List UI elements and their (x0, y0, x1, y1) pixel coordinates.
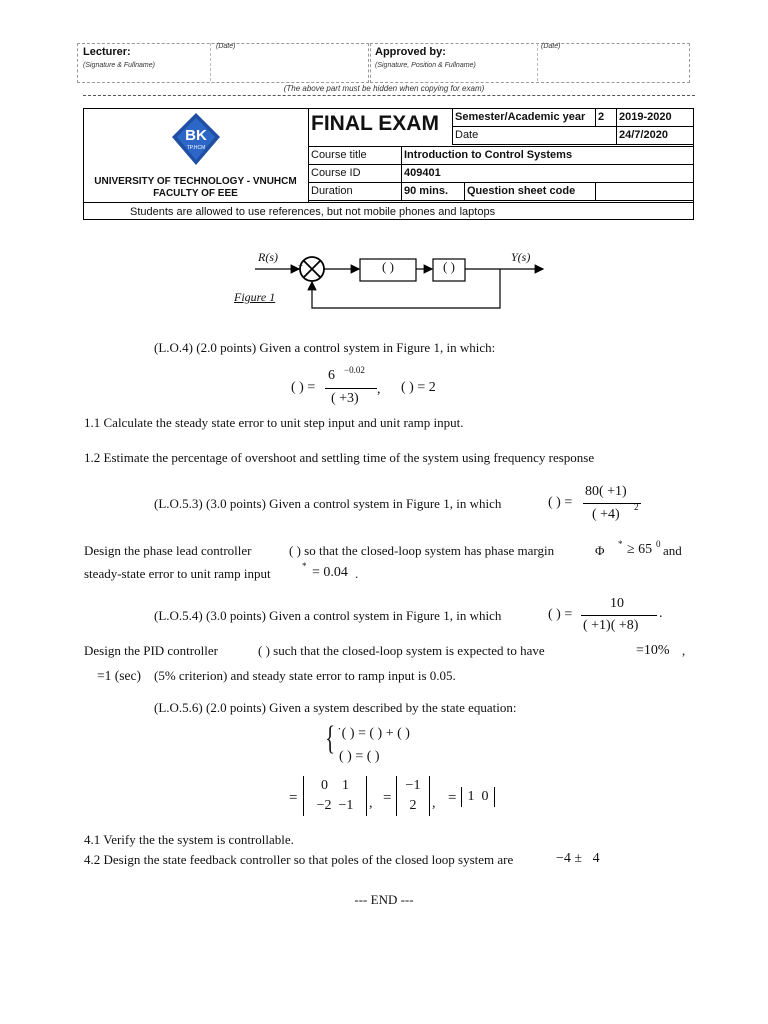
q2-ge: ≥ 65 (627, 542, 653, 557)
lecturer-date: (Date) (216, 43, 236, 50)
q4-system-brace: { (325, 720, 336, 757)
semester-label: Semester/Academic year (453, 109, 596, 127)
q1-eq1-comma: , (377, 382, 381, 397)
q3-line1b: ( ) such that the closed-loop system is expected to have (258, 643, 545, 658)
exam-info-table (452, 108, 694, 145)
cut-line (83, 95, 695, 96)
lecturer-label: Lecturer: (83, 46, 131, 58)
q4-a-row1: 0 1 (321, 778, 349, 793)
lecturer-signature-hint: (Signature & Fullname) (83, 62, 155, 69)
q3-eq-dot: . (659, 606, 663, 621)
q2-eq-num: 80( +1) (585, 484, 627, 499)
q1-eq1-lhs: ( ) = (291, 380, 316, 395)
q2-eq-den: ( +4) (592, 507, 620, 522)
q4-comma1: , (369, 796, 373, 811)
header-notice-divider (83, 202, 694, 203)
q3-line1c: =10% (636, 643, 670, 658)
q1-eq1-fraction-bar (325, 388, 377, 389)
university-logo (170, 112, 222, 166)
q2-deg: 0 (656, 539, 661, 549)
q4-a-eq: = (289, 790, 298, 806)
approved-signature-hint: (Signature, Position & Fullname) (375, 62, 476, 69)
q3-eq-lhs: ( ) = (548, 607, 573, 622)
q2-dot: . (355, 566, 359, 581)
q4-sub1: 4.1 Verify the the system is controllable. (84, 832, 294, 847)
exam-notice: Students are allowed to use references, but not mobile phones and laptops (130, 206, 496, 218)
duration-value: 90 mins. (402, 183, 465, 201)
q3-line2a: =1 (sec) (97, 668, 141, 683)
course-id-label: Course ID (309, 165, 402, 183)
controller-block-label: ( ) (382, 259, 394, 274)
q2-line1c: and (663, 543, 682, 558)
plus-sign: + (298, 261, 304, 271)
course-title-value: Introduction to Control Systems (402, 147, 694, 165)
logo-text: BK (185, 127, 207, 144)
hidden-note: (The above part must be hidden when copying for exam) (283, 84, 485, 93)
plant-block-label: ( ) (443, 259, 455, 274)
duration-label: Duration (309, 183, 402, 201)
q1-eq1-den: ( +3) (331, 391, 359, 406)
q4-b-row2: 2 (409, 798, 417, 813)
q3-line2b: (5% criterion) and steady state error to ramp input is 0.05. (154, 668, 456, 683)
q4-state-eq: ˙( ) = ( ) + ( ) (337, 726, 410, 741)
course-title-label: Course title (309, 147, 402, 165)
q4-b-eq: = (383, 790, 392, 806)
q4-intro: (L.O.5.6) (2.0 points) Given a system described by the state equation: (154, 700, 517, 715)
output-label: Y(s) (511, 250, 531, 264)
university-name: UNIVERSITY OF TECHNOLOGY - VNUHCM (94, 176, 297, 187)
q1-eq2: ( ) = 2 (401, 380, 436, 395)
q4-output-eq: ( ) = ( ) (339, 749, 380, 764)
question-code-value (596, 183, 694, 201)
q3-eq-num: 10 (610, 596, 624, 611)
q3-line1d: , (682, 643, 686, 658)
question-code-label: Question sheet code (465, 183, 596, 201)
q4-matrix-a (303, 776, 367, 816)
exam-title: FINAL EXAM (311, 112, 439, 135)
q3-line1a: Design the PID controller (84, 643, 218, 658)
course-info-table (308, 146, 694, 201)
year-value: 2019-2020 (617, 109, 694, 127)
lecturer-divider (210, 43, 211, 81)
q3-eq-den: ( +1)( +8) (583, 618, 639, 633)
approved-date: (Date) (541, 43, 561, 50)
q1-eq1-exp: −0.02 (344, 365, 365, 375)
q2-line1b: ( ) so that the closed-loop system has phase margin (289, 543, 555, 558)
q4-a-row2: −2 −1 (316, 798, 354, 813)
q2-line1a: Design the phase lead controller (84, 543, 252, 558)
figure-caption: Figure 1 (234, 290, 276, 304)
q4-matrix-c (461, 787, 495, 807)
q3-intro: (L.O.5.4) (3.0 points) Given a control system in Figure 1, in which (154, 608, 502, 623)
approved-label: Approved by: (375, 46, 446, 58)
q1-sub2: 1.2 Estimate the percentage of overshoot and settling time of the system using frequency response (84, 450, 595, 465)
approved-divider (537, 43, 538, 81)
q1-eq1-num: 6 (328, 368, 335, 383)
end-marker: --- END --- (354, 892, 414, 907)
q3-eq-fraction-bar (581, 615, 657, 616)
input-label: R(s) (258, 250, 278, 264)
date-value: 24/7/2020 (617, 127, 694, 145)
q4-b-row1: −1 (405, 778, 421, 793)
q1-intro: (L.O.4) (2.0 points) Given a control system in Figure 1, in which: (154, 340, 496, 355)
q2-eq-lhs: ( ) = (548, 495, 573, 510)
q2-intro: (L.O.5.3) (3.0 points) Given a control system in Figure 1, in which (154, 496, 502, 511)
date-label: Date (453, 127, 617, 145)
course-id-value: 409401 (402, 165, 694, 183)
q1-sub1: 1.1 Calculate the steady state error to unit step input and unit ramp input. (84, 415, 464, 430)
q2-star2: * (302, 561, 307, 571)
semester-value: 2 (596, 109, 617, 127)
q2-line2a: steady-state error to unit ramp input (84, 566, 271, 581)
q4-sub2b: −4 ± 4 (556, 851, 600, 866)
q4-comma2: , (432, 796, 436, 811)
q4-c-row1: 1 0 (467, 789, 489, 804)
q4-sub2a: 4.2 Design the state feedback controller so that poles of the closed loop system are (84, 852, 514, 867)
q2-star: * (618, 539, 623, 549)
logo-subtext: TP.HCM (186, 145, 206, 151)
q4-matrix-b (396, 776, 430, 816)
minus-sign: - (304, 273, 307, 283)
faculty-name: FACULTY OF EEE (153, 188, 238, 199)
q2-line2b: = 0.04 (312, 565, 348, 580)
q2-eq-fraction-bar (583, 503, 641, 504)
block-diagram (255, 245, 545, 315)
q4-c-eq: = (448, 790, 457, 806)
q2-phi: Φ (595, 543, 605, 558)
q2-eq-den-exp: 2 (634, 502, 639, 512)
